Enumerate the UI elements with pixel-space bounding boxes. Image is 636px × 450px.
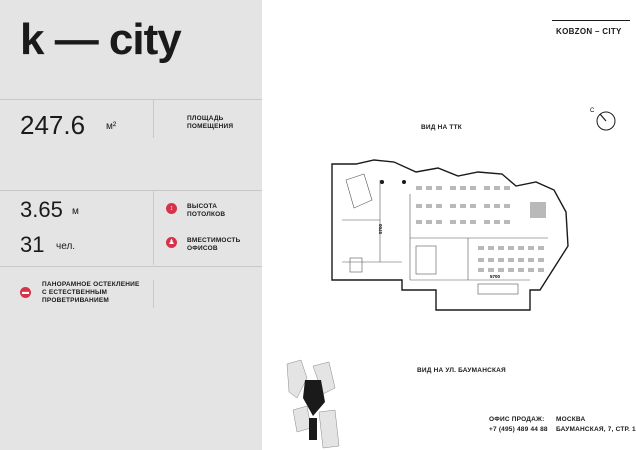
contacts-phone[interactable]: +7 (495) 489 44 88 [489,426,548,433]
contacts-city: МОСКВА [556,416,586,423]
height-label: ВЫСОТА ПОТОЛКОВ [187,203,226,218]
compass-letter: С [590,108,595,114]
floor-plan [318,150,578,320]
divider [153,191,154,265]
height-value: 3.65 [20,197,63,222]
area-value: 247.6 [20,110,86,140]
location-map [283,358,347,450]
glazing-label: ПАНОРАМНОЕ ОСТЕКЛЕНИЕ С ЕСТЕСТВЕННЫМ ПРОВЕТРИВАНИЕМ [42,281,140,304]
window-icon: ▬ [22,289,29,296]
area-label: ПЛОЩАДЬ ПОМЕЩЕНИЯ [187,115,234,130]
area-unit: м² [106,121,117,132]
ceiling-height-icon: ↕ [166,203,177,214]
height-unit: м [72,206,79,217]
contacts-label: ОФИС ПРОДАЖ: [489,416,545,423]
divider [153,280,154,308]
divider [153,100,154,138]
contacts-address: БАУМАНСКАЯ, 7, СТР. 1 [556,426,636,433]
capacity-unit: чел. [56,241,76,252]
capacity-icon: ♟ [166,237,177,248]
logo-rule [552,20,630,21]
dim-vertical: 5700 [378,223,383,234]
divider [0,99,262,100]
logo: KOBZON – CITY [556,27,622,36]
info-panel [0,0,262,450]
capacity-value: 31 [20,232,45,257]
compass-icon [588,100,624,136]
dim-horizontal: 5700 [490,274,501,279]
desk-grid [416,186,546,272]
view-bottom-label: ВИД НА УЛ. БАУМАНСКАЯ [417,367,506,374]
capacity-label: ВМЕСТИМОСТЬ ОФИСОВ [187,237,241,252]
divider [0,190,262,191]
view-top-label: ВИД НА ТТК [421,124,462,131]
brand-title: k — city [20,15,181,64]
divider [0,266,262,267]
